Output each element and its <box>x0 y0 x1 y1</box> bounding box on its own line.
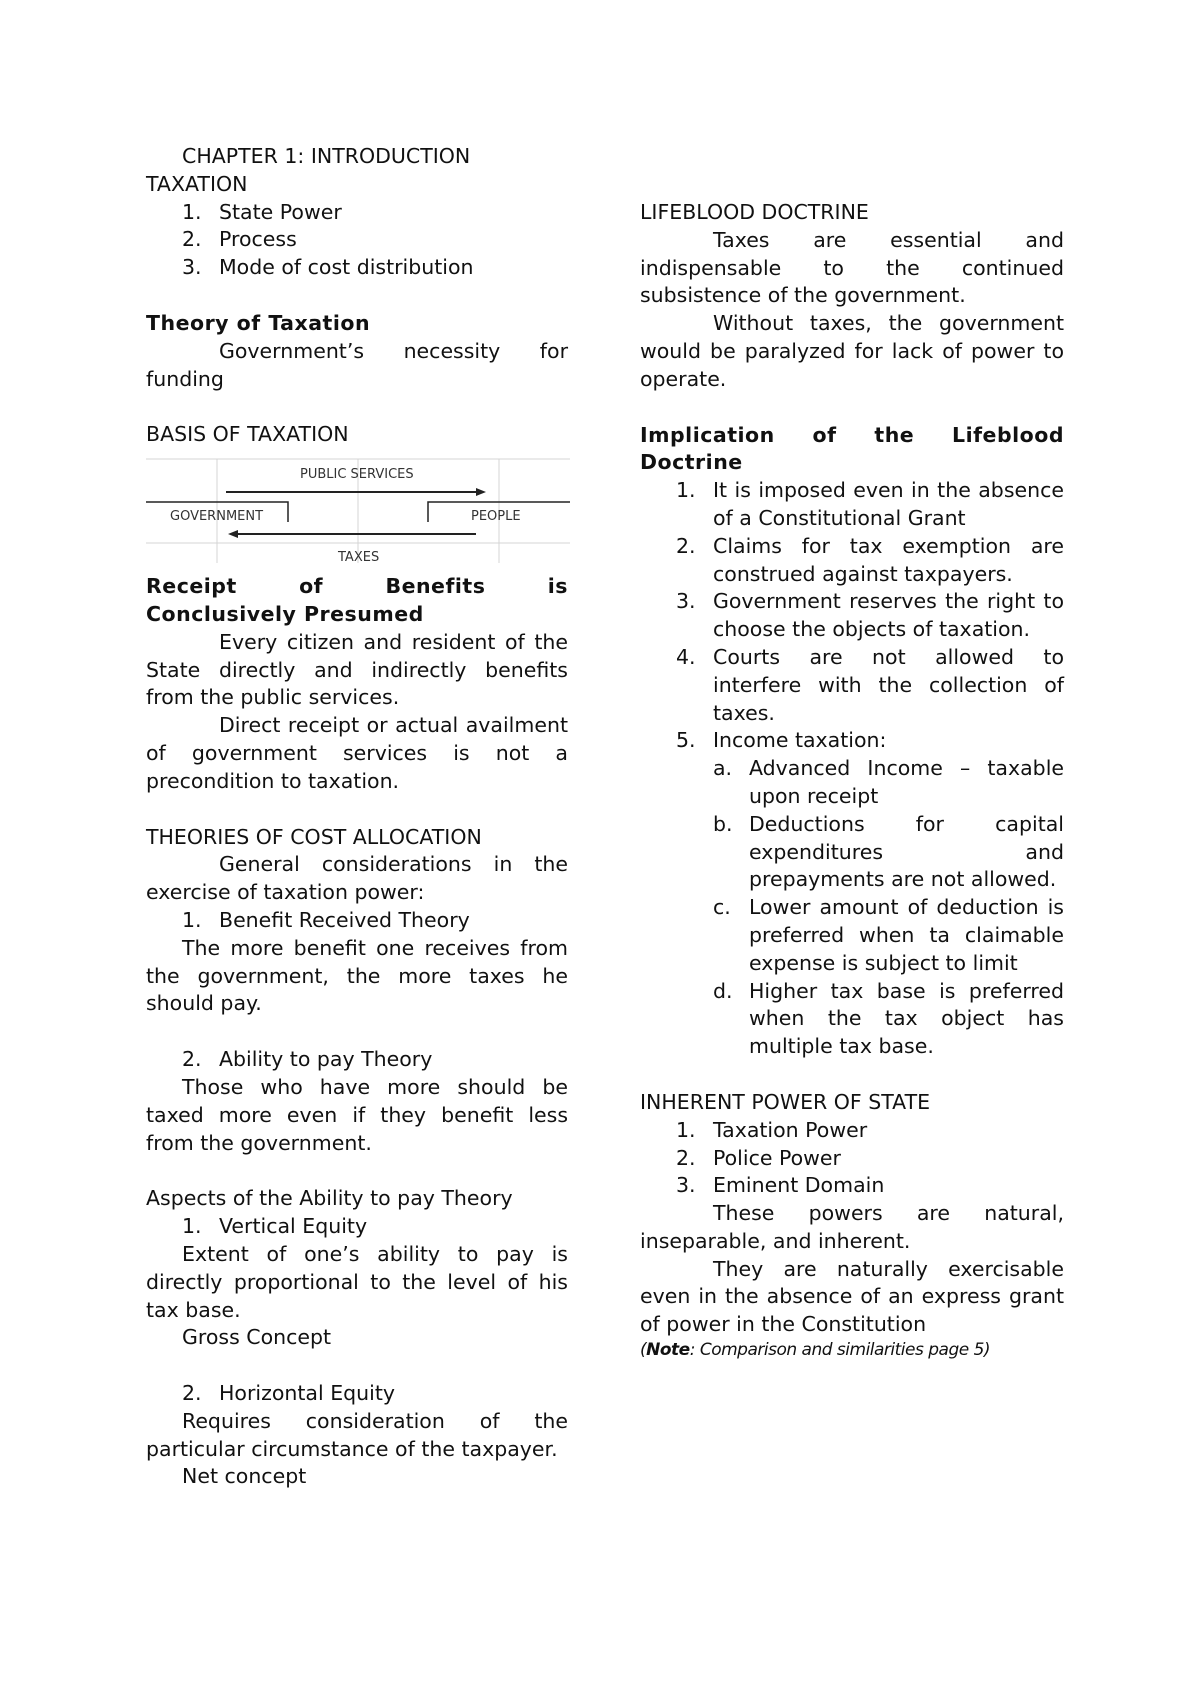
list-item: 2. Police Power <box>676 1145 841 1170</box>
list-item: a. Advanced Income – taxable upon receipt <box>713 756 1064 808</box>
note-label: Note <box>646 1340 690 1361</box>
lifeblood-heading: LIFEBLOOD DOCTRINE <box>640 200 869 224</box>
chapter-title: CHAPTER 1: INTRODUCTION <box>182 144 471 168</box>
net-concept: Net concept <box>182 1464 307 1489</box>
list-item: b. Deductions for capital expenditures and prepayments are not allowed. <box>713 811 1064 892</box>
aspects-heading: Aspects of the Ability to pay Theory <box>146 1186 513 1211</box>
vertical-list <box>146 1213 568 1241</box>
implication-list <box>640 477 1064 755</box>
inherent-paragraph-1: These powers are natural, inseparable, and inherent. <box>640 1201 1064 1253</box>
inherent-paragraph-2: They are naturally exercisable even in the absence of an express grant of power in the Constitution <box>640 1256 1064 1337</box>
basis-heading: BASIS OF TAXATION <box>146 422 349 447</box>
list-item: 3. Eminent Domain <box>676 1173 885 1198</box>
note: (Note: Comparison and similarities page 5) <box>640 1340 991 1361</box>
cost-allocation-heading: THEORIES OF COST ALLOCATION <box>146 824 482 849</box>
receipt-paragraph-1: Every citizen and resident of the State directly and indirectly benefits from the public services. <box>146 629 568 710</box>
list-item: 1. State Power <box>182 199 342 224</box>
horizontal-list <box>146 1380 568 1408</box>
diagram-label-taxes: TAXES <box>338 550 380 566</box>
vertical-text: Extent of one’s ability to pay is directly proportional to the level of his tax base. <box>146 1241 568 1322</box>
list-item: 1. It is imposed even in the absence of a Constitutional Grant <box>676 478 1064 530</box>
left-column <box>146 143 568 1491</box>
note-text: : Comparison and similarities page 5) <box>689 1340 991 1361</box>
horizontal-text: Requires consideration of the particular circumstance of the taxpayer. <box>146 1408 568 1461</box>
list-item: 2. Process <box>182 227 297 252</box>
receipt-paragraph-2: Direct receipt or actual availment of government services is not a precondition to taxation. <box>146 713 568 793</box>
taxation-list <box>146 199 568 282</box>
list-item: 2. Horizontal Equity <box>182 1381 396 1406</box>
receipt-heading-line1: Receipt of Benefits is <box>146 574 568 599</box>
list-item: 2. Ability to pay Theory <box>182 1047 433 1072</box>
lifeblood-paragraph-1: Taxes are essential and indispensable to the continued subsistence of the government. <box>640 227 1064 308</box>
ability-list <box>146 1046 568 1074</box>
list-item: 3. Mode of cost distribution <box>182 255 474 280</box>
list-item: 3. Government reserves the right to choose the objects of taxation. <box>676 589 1064 642</box>
right-column <box>640 199 1064 1361</box>
inherent-heading: INHERENT POWER OF STATE <box>640 1089 931 1114</box>
ability-text: Those who have more should be taxed more even if they benefit less from the government. <box>146 1074 568 1155</box>
list-item: 1. Taxation Power <box>676 1117 868 1142</box>
list-item: d. Higher tax base is preferred when the tax object has multiple tax base. <box>713 978 1064 1059</box>
receipt-heading-line2: Conclusively Presumed <box>146 601 424 626</box>
list-item: 4. Courts are not allowed to interfere with the collection of taxes. <box>676 644 1064 725</box>
list-item: 1. Benefit Received Theory <box>182 907 470 932</box>
diagram-label-government: GOVERNMENT <box>170 509 264 525</box>
diagram-label-public-services: PUBLIC SERVICES <box>300 467 414 483</box>
implication-heading: Implication of the Lifeblood Doctrine <box>640 422 1064 475</box>
diagram-label-people: PEOPLE <box>471 509 521 525</box>
theory-text: Government’s necessity for funding <box>146 338 568 391</box>
income-sublist <box>640 755 1064 1061</box>
lifeblood-paragraph-2: Without taxes, the government would be paralyzed for lack of power to operate. <box>640 311 1064 391</box>
theory-heading: Theory of Taxation <box>146 310 371 335</box>
list-item: 1. Vertical Equity <box>182 1214 368 1239</box>
taxation-heading: TAXATION <box>146 171 248 196</box>
benefit-list <box>146 907 568 935</box>
list-item: 5. Income taxation: <box>676 728 887 753</box>
basis-diagram <box>146 455 570 566</box>
list-item: c. Lower amount of deduction is preferred when ta claimable expense is subject to limit <box>713 895 1064 975</box>
benefit-text: The more benefit one receives from the government, the more taxes he should pay. <box>146 935 568 1016</box>
gross-concept: Gross Concept <box>182 1325 332 1350</box>
inherent-list <box>640 1117 1064 1200</box>
list-item: 2. Claims for tax exemption are construed against taxpayers. <box>676 533 1064 586</box>
cost-allocation-intro: General considerations in the exercise of taxation power: <box>146 852 568 905</box>
